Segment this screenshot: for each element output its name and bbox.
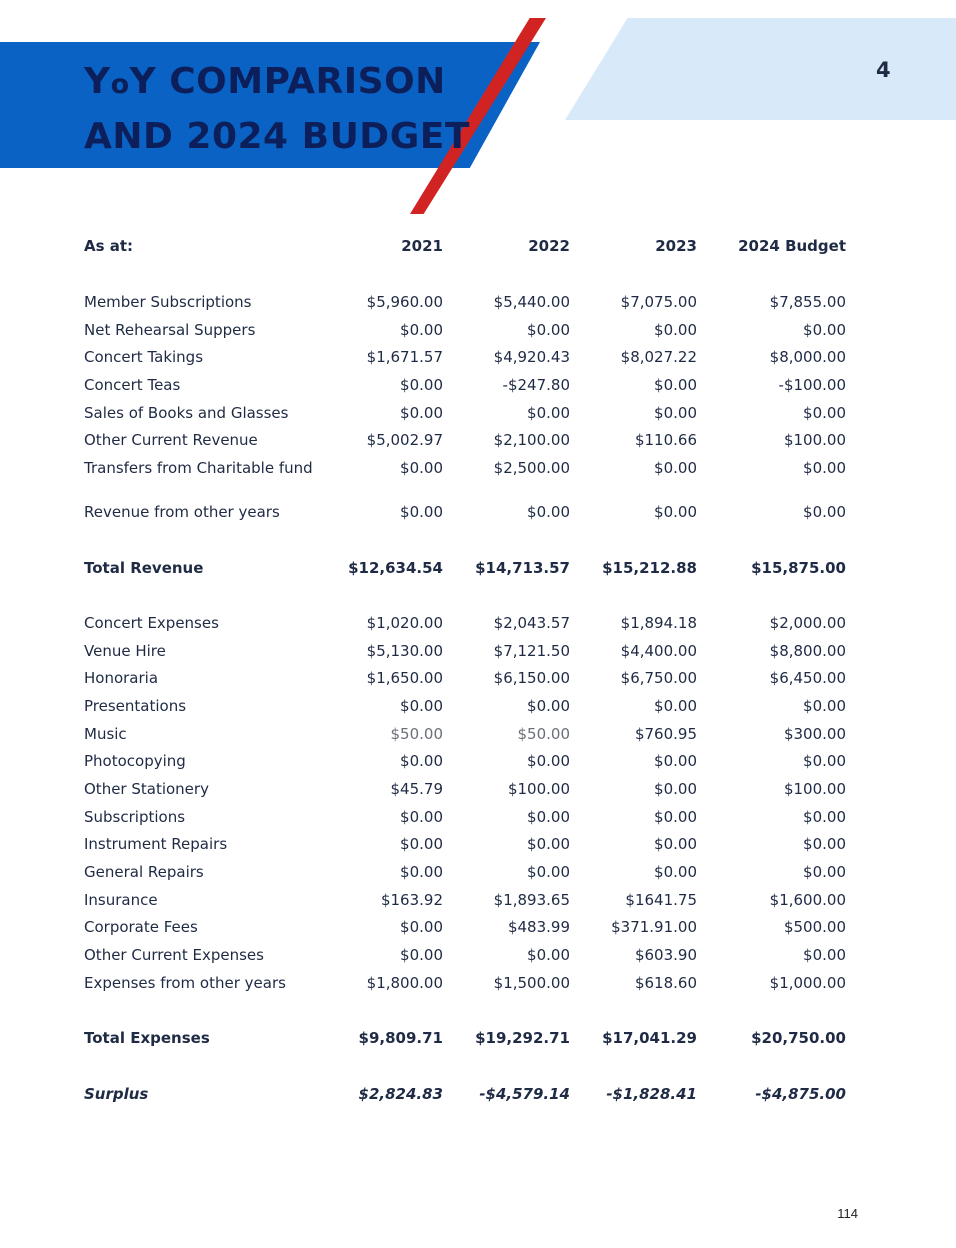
cell-value: $0.00: [654, 503, 697, 522]
cell-value: $0.00: [527, 403, 570, 422]
page-number: 114: [837, 1206, 858, 1221]
row-label: Transfers from Charitable fund: [84, 459, 313, 478]
cell-value: $20,750.00: [751, 1029, 846, 1048]
column-header: 2021: [401, 237, 443, 255]
cell-value: $5,440.00: [493, 293, 570, 311]
row-label: Subscriptions: [84, 807, 186, 826]
cell-value: $0.00: [400, 696, 443, 715]
cell-value: $7,855.00: [769, 293, 846, 311]
table-row: [80, 945, 850, 973]
row-label: Other Current Revenue: [84, 431, 258, 450]
cell-value: $2,000.00: [769, 613, 846, 632]
cell-value: $0.00: [803, 696, 846, 715]
cell-value: $1,020.00: [366, 613, 443, 632]
budget-table: [80, 236, 850, 1111]
table-row: [80, 403, 850, 431]
cell-value: $2,100.00: [493, 431, 570, 450]
cell-value: $5,130.00: [366, 641, 443, 660]
table-row: [80, 347, 850, 375]
cell-value: $100.00: [783, 780, 846, 798]
cell-value: $163.92: [380, 890, 443, 909]
table-spacer: [80, 530, 850, 558]
page-title-line-1: [84, 56, 470, 111]
cell-value: $1,650.00: [366, 669, 443, 688]
cell-value: $0.00: [400, 863, 443, 882]
cell-value: $7,075.00: [620, 293, 697, 311]
cell-value: $0.00: [654, 403, 697, 422]
cell-value: $0.00: [803, 946, 846, 965]
cell-value: $0.00: [803, 863, 846, 882]
table-row: [80, 862, 850, 890]
cell-value: $371.91.00: [611, 918, 697, 937]
cell-value: $0.00: [400, 807, 443, 826]
cell-value: $2,043.57: [493, 613, 570, 632]
cell-value: $8,027.22: [620, 348, 697, 367]
row-label: Net Rehearsal Suppers: [84, 320, 256, 339]
cell-value: $0.00: [803, 459, 846, 478]
cell-value: $0.00: [803, 752, 846, 771]
cell-value: $0.00: [654, 320, 697, 339]
cell-value: $500.00: [783, 918, 846, 937]
cell-value: $1,800.00: [366, 973, 443, 992]
table-header-row: [80, 236, 850, 268]
row-label: Sales of Books and Glasses: [84, 403, 289, 422]
cell-value: $0.00: [400, 752, 443, 771]
row-label: Expenses from other years: [84, 973, 286, 992]
column-header: 2022: [528, 237, 570, 255]
page-title-line-2: AND 2024 BUDGET: [84, 116, 470, 157]
table-spacer: [80, 1056, 850, 1084]
cell-value: $6,450.00: [769, 669, 846, 688]
cell-value: $9,809.71: [358, 1029, 443, 1048]
cell-value: -$4,579.14: [479, 1084, 570, 1103]
cell-value: $0.00: [527, 752, 570, 771]
cell-value: $50.00: [390, 724, 443, 743]
row-label: Venue Hire: [84, 641, 166, 660]
row-label: Total Expenses: [84, 1029, 210, 1048]
cell-value: $15,212.88: [602, 558, 697, 577]
table-row: [80, 292, 850, 320]
table-spacer: [80, 268, 850, 292]
cell-value: $45.79: [390, 780, 443, 798]
row-label: Insurance: [84, 890, 158, 909]
page-title-part: Y: [84, 61, 111, 102]
cell-value: $4,400.00: [620, 641, 697, 660]
cell-value: $0.00: [527, 696, 570, 715]
table-row: [80, 320, 850, 348]
cell-value: $603.90: [634, 946, 697, 965]
cell-value: $0.00: [654, 459, 697, 478]
cell-value: $7,121.50: [493, 641, 570, 660]
cell-value: $2,500.00: [493, 459, 570, 478]
cell-value: $8,000.00: [769, 348, 846, 367]
cell-value: $0.00: [803, 503, 846, 522]
table-row: [80, 724, 850, 752]
table-row: [80, 917, 850, 945]
row-label: Member Subscriptions: [84, 293, 252, 311]
cell-value: $12,634.54: [348, 558, 443, 577]
cell-value: $0.00: [527, 503, 570, 522]
cell-value: $50.00: [517, 724, 570, 743]
header-light-band: [565, 18, 956, 120]
row-label: Total Revenue: [84, 558, 204, 577]
cell-value: $19,292.71: [475, 1029, 570, 1048]
row-label: Presentations: [84, 696, 187, 715]
row-label: Instrument Repairs: [84, 835, 228, 854]
row-label: Concert Teas: [84, 376, 181, 395]
cell-value: -$4,875.00: [755, 1084, 846, 1103]
table-row: [80, 641, 850, 669]
cell-value: $100.00: [783, 431, 846, 450]
table-row: [80, 458, 850, 502]
row-label: Concert Takings: [84, 348, 204, 367]
cell-value: $1,893.65: [493, 890, 570, 909]
page-title: [84, 56, 470, 163]
cell-value: $0.00: [654, 696, 697, 715]
surplus-row: [80, 1084, 850, 1112]
total-revenue-row: [80, 558, 850, 586]
total-expenses-row: [80, 1028, 850, 1056]
row-label: General Repairs: [84, 863, 204, 882]
row-label: Concert Expenses: [84, 613, 219, 632]
row-label: Other Current Expenses: [84, 946, 264, 965]
cell-value: $5,960.00: [366, 293, 443, 311]
cell-value: $0.00: [400, 376, 443, 395]
cell-value: -$1,828.41: [606, 1084, 697, 1103]
cell-value: $1,894.18: [620, 613, 697, 632]
cell-value: $6,750.00: [620, 669, 697, 688]
table-row: [80, 668, 850, 696]
cell-value: $0.00: [527, 807, 570, 826]
cell-value: $0.00: [654, 752, 697, 771]
page-title-part: Y COMPARISON: [129, 61, 446, 102]
chapter-number: 4: [876, 58, 891, 82]
cell-value: $0.00: [527, 320, 570, 339]
table-row: [80, 375, 850, 403]
cell-value: $483.99: [507, 918, 570, 937]
row-label: Corporate Fees: [84, 918, 198, 937]
cell-value: $15,875.00: [751, 558, 846, 577]
table-row: [80, 430, 850, 458]
cell-value: $4,920.43: [493, 348, 570, 367]
cell-value: $0.00: [803, 807, 846, 826]
cell-value: $6,150.00: [493, 669, 570, 688]
cell-value: $760.95: [634, 724, 697, 743]
cell-value: $0.00: [400, 403, 443, 422]
cell-value: $618.60: [634, 973, 697, 992]
cell-value: $0.00: [803, 403, 846, 422]
cell-value: $0.00: [400, 835, 443, 854]
row-label: Other Stationery: [84, 780, 209, 798]
cell-value: $1,500.00: [493, 973, 570, 992]
table-row: [80, 502, 850, 530]
table-row: [80, 973, 850, 1001]
cell-value: $0.00: [803, 320, 846, 339]
row-label: Revenue from other years: [84, 503, 280, 522]
cell-value: -$247.80: [502, 376, 570, 395]
cell-value: $0.00: [654, 807, 697, 826]
cell-value: $1,000.00: [769, 973, 846, 992]
table-row: [80, 807, 850, 835]
table-spacer: [80, 585, 850, 613]
table-row: [80, 834, 850, 862]
table-row: [80, 779, 850, 807]
row-label: Surplus: [84, 1084, 149, 1103]
column-header: 2024 Budget: [738, 237, 846, 255]
cell-value: $0.00: [654, 863, 697, 882]
cell-value: $8,800.00: [769, 641, 846, 660]
cell-value: $110.66: [634, 431, 697, 450]
cell-value: $2,824.83: [358, 1084, 443, 1103]
cell-value: $0.00: [400, 503, 443, 522]
row-label: Music: [84, 724, 127, 743]
column-header: 2023: [655, 237, 697, 255]
cell-value: $0.00: [527, 946, 570, 965]
cell-value: $1641.75: [625, 890, 697, 909]
column-header: As at:: [84, 237, 134, 255]
cell-value: $0.00: [400, 459, 443, 478]
page-title-part: o: [110, 69, 130, 100]
cell-value: $300.00: [783, 724, 846, 743]
cell-value: $100.00: [507, 780, 570, 798]
row-label: Honoraria: [84, 669, 159, 688]
cell-value: -$100.00: [778, 376, 846, 395]
table-row: [80, 890, 850, 918]
cell-value: $0.00: [527, 863, 570, 882]
cell-value: $0.00: [654, 835, 697, 854]
row-label: Photocopying: [84, 752, 186, 771]
table-spacer: [80, 1001, 850, 1029]
cell-value: $0.00: [654, 376, 697, 395]
cell-value: $14,713.57: [475, 558, 570, 577]
cell-value: $17,041.29: [602, 1029, 697, 1048]
cell-value: $1,600.00: [769, 890, 846, 909]
cell-value: $5,002.97: [366, 431, 443, 450]
table-row: [80, 696, 850, 724]
table-row: [80, 613, 850, 641]
cell-value: $0.00: [527, 835, 570, 854]
cell-value: $0.00: [803, 835, 846, 854]
cell-value: $1,671.57: [366, 348, 443, 367]
cell-value: $0.00: [400, 946, 443, 965]
cell-value: $0.00: [400, 918, 443, 937]
cell-value: $0.00: [400, 320, 443, 339]
cell-value: $0.00: [654, 780, 697, 798]
table-row: [80, 751, 850, 779]
